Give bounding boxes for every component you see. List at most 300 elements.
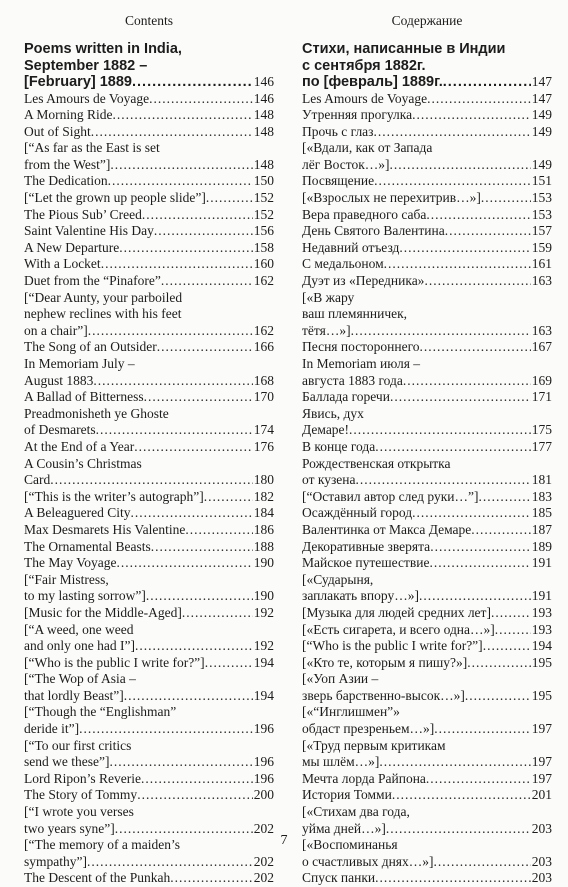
page-ref: 152 [253, 190, 274, 207]
dot-leader [427, 91, 531, 108]
entry-title: from the West”] [24, 157, 110, 174]
dot-leader [170, 870, 253, 887]
page-ref: 184 [253, 505, 274, 522]
page-ref: 151 [531, 173, 552, 190]
entry-title: to my lasting sorrow”] [24, 588, 146, 605]
toc-entry [302, 605, 552, 622]
entry-title: that lordly Beast”] [24, 688, 124, 705]
toc-entry [302, 489, 552, 506]
dot-leader [356, 472, 531, 489]
entry-title: deride it”] [24, 721, 79, 738]
toc-entry [302, 140, 552, 173]
page-ref: 182 [253, 489, 274, 506]
entry-title-line: Явись, дух [302, 406, 552, 423]
toc-line [302, 207, 552, 224]
entry-title: Lord Ripon’s Reverie [24, 771, 141, 788]
dot-leader [91, 124, 253, 141]
toc-line [24, 74, 274, 91]
entry-title: Les Amours de Voyage [302, 91, 427, 108]
dot-leader [412, 505, 531, 522]
page-ref: 150 [253, 173, 274, 190]
entry-title: [February] 1889 [24, 74, 132, 91]
toc-line [24, 323, 274, 340]
toc-entry [24, 207, 274, 224]
entry-title: two years syne”] [24, 821, 115, 838]
entry-title: мы шлём…»] [302, 754, 379, 771]
entry-title: A Morning Ride [24, 107, 113, 124]
page-ref: 189 [531, 539, 552, 556]
page-ref: 202 [253, 854, 274, 871]
dot-leader [390, 389, 531, 406]
entry-title: Недавний отъезд [302, 240, 399, 257]
toc-entry [302, 356, 552, 389]
toc-line [302, 107, 552, 124]
dot-leader [96, 422, 253, 439]
toc-entry [24, 704, 274, 737]
toc-entry [24, 140, 274, 173]
page-ref: 153 [531, 207, 552, 224]
dot-leader [445, 223, 531, 240]
page-ref: 163 [531, 273, 552, 290]
page-ref: 192 [253, 638, 274, 655]
page-ref: 188 [253, 539, 274, 556]
page-ref: 192 [253, 605, 274, 622]
toc-entry [24, 389, 274, 406]
entry-title: [“Who is the public I write for?”] [302, 638, 483, 655]
dot-leader [135, 638, 253, 655]
toc-entry [24, 738, 274, 771]
entry-title: [“Оставил автор след руки…”] [302, 489, 479, 506]
dot-leader [137, 787, 253, 804]
toc-entry [24, 456, 274, 489]
toc-entry [302, 339, 552, 356]
toc-line [302, 489, 552, 506]
dot-leader [124, 688, 253, 705]
entry-title: Card [24, 472, 50, 489]
toc-line [24, 273, 274, 290]
page-ref: 190 [253, 588, 274, 605]
entry-title: Баллада горечи [302, 389, 390, 406]
entry-title: В конце года [302, 439, 375, 456]
contents-column-russian [302, 13, 552, 887]
entry-title: and only one had I”] [24, 638, 135, 655]
entry-title: тётя…»] [302, 323, 351, 340]
toc-line [24, 721, 274, 738]
dot-leader [182, 605, 253, 622]
page-ref: 163 [531, 323, 552, 340]
toc-entry [24, 655, 274, 672]
toc-entry [302, 439, 552, 456]
page-ref: 196 [253, 754, 274, 771]
toc-line [302, 539, 552, 556]
page-ref: 174 [253, 422, 274, 439]
toc-line [302, 190, 552, 207]
dot-leader [426, 771, 531, 788]
toc-line [302, 787, 552, 804]
dot-leader [149, 91, 253, 108]
toc-line [302, 439, 552, 456]
toc-line [302, 505, 552, 522]
entry-title: With a Locket [24, 256, 101, 273]
toc-line [302, 157, 552, 174]
toc-entry [302, 456, 552, 489]
toc-line [302, 522, 552, 539]
toc-line [24, 124, 274, 141]
toc-entry [302, 173, 552, 190]
toc-entry [302, 622, 552, 639]
dot-leader [481, 190, 531, 207]
dot-leader [375, 439, 531, 456]
dot-leader [108, 173, 253, 190]
entry-title-line: [«В жару [302, 290, 552, 307]
dot-leader [134, 439, 253, 456]
toc-entry [24, 273, 274, 290]
entry-title: Duet from the “Pinafore” [24, 273, 161, 290]
page-ref: 146 [253, 91, 274, 108]
entry-title-line: A Cousin’s Christmas [24, 456, 274, 473]
toc-line [24, 223, 274, 240]
dot-leader [109, 754, 252, 771]
toc-line [302, 688, 552, 705]
toc-entry [24, 356, 274, 389]
toc-line [24, 472, 274, 489]
toc-entry [302, 207, 552, 224]
entry-title: История Томми [302, 787, 392, 804]
dot-leader [483, 638, 531, 655]
entry-title: лёг Восток…»] [302, 157, 390, 174]
toc-entry [302, 190, 552, 207]
dot-leader [161, 273, 253, 290]
section-title-line: Poems written in India, [24, 41, 274, 58]
toc-line [24, 190, 274, 207]
entry-title: от кузена [302, 472, 356, 489]
entry-title: С медальоном [302, 256, 384, 273]
page-ref: 194 [253, 688, 274, 705]
entry-title: [“Who is the public I write for?”] [24, 655, 205, 672]
dot-leader [430, 539, 531, 556]
toc-line [24, 605, 274, 622]
page-ref: 202 [253, 870, 274, 887]
toc-line [302, 373, 552, 390]
toc-line [302, 223, 552, 240]
section-heading [24, 41, 274, 91]
dot-leader [479, 489, 531, 506]
dot-leader [434, 854, 531, 871]
entry-title: Песня постороннего [302, 339, 420, 356]
page-ref: 190 [253, 555, 274, 572]
page-ref: 202 [253, 821, 274, 838]
entry-title-line: [“Though the “Englishman” [24, 704, 274, 721]
toc-line [24, 655, 274, 672]
toc-line [302, 256, 552, 273]
entry-title-line: In Memoriam июля – [302, 356, 552, 373]
dot-leader [491, 605, 531, 622]
toc-entry [302, 671, 552, 704]
contents-column-english [24, 13, 274, 887]
dot-leader [374, 124, 531, 141]
page-ref: 181 [531, 472, 552, 489]
toc-entry [302, 655, 552, 672]
entry-title-line: [«Воспоминанья [302, 837, 552, 854]
page-ref: 171 [531, 389, 552, 406]
page-ref: 156 [253, 223, 274, 240]
entry-title: The Ornamental Beasts [24, 539, 151, 556]
toc-line [302, 389, 552, 406]
toc-entry [24, 190, 274, 207]
toc-entry [302, 389, 552, 406]
toc-entry [24, 572, 274, 605]
toc-entry [24, 539, 274, 556]
entry-title: [“This is the writer’s autograph”] [24, 489, 204, 506]
toc-line [24, 539, 274, 556]
dot-leader [206, 190, 253, 207]
entry-title-line: [“As far as the East is set [24, 140, 274, 157]
toc-entry [302, 290, 552, 340]
entry-title: August 1883 [24, 373, 93, 390]
dot-leader [205, 655, 253, 672]
toc-entry [302, 505, 552, 522]
toc-line [302, 74, 552, 91]
toc-line [302, 422, 552, 439]
page-ref: 187 [531, 522, 552, 539]
entry-title: Демаре! [302, 422, 349, 439]
entry-title-line: [«Вдали, как от Запада [302, 140, 552, 157]
entry-title: Майское путешествие [302, 555, 429, 572]
entry-title: send we these”] [24, 754, 109, 771]
page-ref: 175 [531, 422, 552, 439]
entry-title: уйма дней…»] [302, 821, 386, 838]
toc-line [302, 655, 552, 672]
toc-line [302, 605, 552, 622]
entry-title-line: [«Сударыня, [302, 572, 552, 589]
toc-entry [302, 704, 552, 737]
page-ref: 162 [253, 273, 274, 290]
dot-leader [144, 389, 253, 406]
entry-title-line: In Memoriam July – [24, 356, 274, 373]
page-ref: 191 [531, 555, 552, 572]
page-ref: 157 [531, 223, 552, 240]
dot-leader [116, 555, 252, 572]
entry-title: [Музыка для людей средних лет] [302, 605, 491, 622]
entry-title: Посвящение [302, 173, 374, 190]
page-ref: 148 [253, 157, 274, 174]
toc-line [24, 422, 274, 439]
entry-title: sympathy”] [24, 854, 87, 871]
dot-leader [185, 522, 252, 539]
toc-line [302, 854, 552, 871]
entry-title: заплакать впору…»] [302, 588, 419, 605]
toc-line [302, 323, 552, 340]
toc-line [302, 339, 552, 356]
page-number: 7 [0, 833, 568, 849]
page-ref: 147 [531, 91, 552, 108]
toc-entry [302, 223, 552, 240]
dot-leader [390, 157, 531, 174]
page-ref: 194 [531, 638, 552, 655]
toc-entry [302, 870, 552, 887]
entry-title: [Music for the Middle-Aged] [24, 605, 182, 622]
toc-entry [24, 290, 274, 340]
entry-title: The Pious Sub’ Creed [24, 207, 142, 224]
page-ref: 168 [253, 373, 274, 390]
page-ref: 183 [531, 489, 552, 506]
toc-entry [24, 107, 274, 124]
toc-line [302, 721, 552, 738]
entry-title: At the End of a Year [24, 439, 134, 456]
toc-line [24, 157, 274, 174]
page-ref: 201 [531, 787, 552, 804]
toc-line [302, 124, 552, 141]
toc-entry [24, 489, 274, 506]
page-ref: 159 [531, 240, 552, 257]
page-ref: 160 [253, 256, 274, 273]
section-heading [302, 41, 552, 91]
page-ref: 166 [253, 339, 274, 356]
page-ref: 203 [531, 854, 552, 871]
toc-entry [302, 91, 552, 108]
entry-title-line: [«“Инглишмен”» [302, 704, 552, 721]
toc-entry [24, 671, 274, 704]
toc-line [302, 273, 552, 290]
entry-title: The Dedication [24, 173, 108, 190]
entry-title: обдаст презреньем…»] [302, 721, 434, 738]
page-ref: 197 [531, 754, 552, 771]
toc-entry [302, 406, 552, 439]
toc-line [24, 389, 274, 406]
page-ref: 147 [531, 74, 552, 91]
page-ref: 148 [253, 124, 274, 141]
entry-title: Осаждённый город [302, 505, 412, 522]
entry-title: on a chair”] [24, 323, 88, 340]
entry-title-line: [“The memory of a maiden’s [24, 837, 274, 854]
page-ref: 196 [253, 721, 274, 738]
toc-entry [24, 240, 274, 257]
dot-leader [434, 721, 530, 738]
entry-title-line: [“I wrote you verses [24, 804, 274, 821]
toc-entry [24, 406, 274, 439]
entry-title: Дуэт из «Передника» [302, 273, 424, 290]
page-ref: 167 [531, 339, 552, 356]
toc-entry [302, 638, 552, 655]
toc-line [302, 240, 552, 257]
toc-entry [24, 439, 274, 456]
dot-leader [157, 339, 253, 356]
column-heading: Содержание [302, 13, 552, 29]
column-heading: Contents [24, 13, 274, 29]
section-title-line: Стихи, написанные в Индии [302, 41, 552, 58]
entry-title: [“Let the grown up people slide”] [24, 190, 206, 207]
page-ref: 170 [253, 389, 274, 406]
entry-title: Прочь с глаз [302, 124, 374, 141]
toc-line [302, 555, 552, 572]
dot-leader [110, 157, 252, 174]
toc-entries [302, 91, 552, 887]
toc-entries [24, 91, 274, 887]
page-ref: 191 [531, 588, 552, 605]
entry-title-line: [«Уоп Азии – [302, 671, 552, 688]
dot-leader [113, 107, 253, 124]
entry-title: Мечта лорда Райпона [302, 771, 426, 788]
page-ref: 152 [253, 207, 274, 224]
toc-line [302, 91, 552, 108]
dot-leader [471, 522, 530, 539]
dot-leader [429, 555, 530, 572]
toc-entry [24, 870, 274, 887]
entry-title: Спуск панки [302, 870, 375, 887]
toc-line [24, 256, 274, 273]
entry-title: День Святого Валентина [302, 223, 445, 240]
dot-leader [351, 323, 531, 340]
toc-line [24, 787, 274, 804]
toc-entry [24, 522, 274, 539]
dot-leader [495, 622, 531, 639]
page-ref: 203 [531, 821, 552, 838]
toc-line [24, 754, 274, 771]
page-ref: 149 [531, 157, 552, 174]
dot-leader [154, 223, 253, 240]
page-ref: 197 [531, 771, 552, 788]
entry-title-line: [“The Wop of Asia – [24, 671, 274, 688]
toc-line [302, 622, 552, 639]
page-ref: 176 [253, 439, 274, 456]
page-ref: 200 [253, 787, 274, 804]
toc-entry [24, 173, 274, 190]
toc-line [24, 373, 274, 390]
entry-title-line: ваш племянничек, [302, 306, 552, 323]
entry-title-line: [“A weed, one weed [24, 622, 274, 639]
toc-entry [24, 256, 274, 273]
toc-line [24, 339, 274, 356]
toc-line [302, 472, 552, 489]
page-ref: 197 [531, 721, 552, 738]
entry-title: зверь барственно-высок…»] [302, 688, 465, 705]
dot-leader [146, 588, 253, 605]
toc-entry [24, 787, 274, 804]
dot-leader [87, 854, 253, 871]
toc-entry [24, 223, 274, 240]
toc-entry [24, 622, 274, 655]
toc-entry [24, 555, 274, 572]
entry-title: A Ballad of Bitterness [24, 389, 144, 406]
entry-title: of Desmarets [24, 422, 96, 439]
entry-title: по [февраль] 1889г. [302, 74, 443, 91]
toc-line [24, 854, 274, 871]
toc-entry [302, 124, 552, 141]
dot-leader [465, 688, 531, 705]
dot-leader [374, 173, 531, 190]
toc-line [24, 107, 274, 124]
toc-line [302, 588, 552, 605]
toc-entry [302, 555, 552, 572]
dot-leader [426, 207, 530, 224]
toc-line [24, 771, 274, 788]
entry-title: A New Departure [24, 240, 119, 257]
dot-leader [132, 74, 253, 91]
entry-title: Вера праведного саба [302, 207, 426, 224]
toc-entry [24, 339, 274, 356]
dot-leader [130, 505, 252, 522]
dot-leader [424, 273, 530, 290]
page-ref: 177 [531, 439, 552, 456]
dot-leader [419, 588, 531, 605]
page-ref: 158 [253, 240, 274, 257]
page-ref: 149 [531, 107, 552, 124]
page-ref: 153 [531, 190, 552, 207]
dot-leader [384, 256, 531, 273]
toc-line [302, 173, 552, 190]
dot-leader [141, 771, 253, 788]
toc-line [24, 638, 274, 655]
